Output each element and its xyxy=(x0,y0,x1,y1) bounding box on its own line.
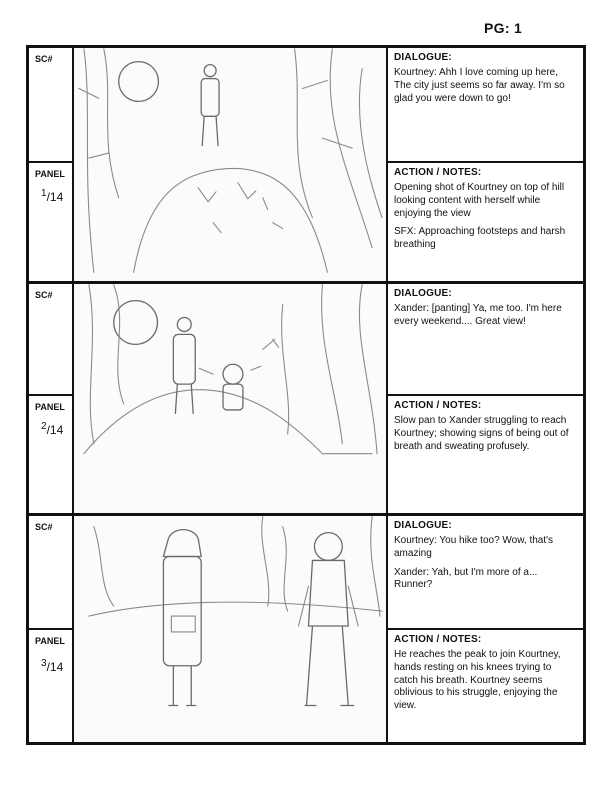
action-heading: ACTION / NOTES: xyxy=(394,634,482,645)
panel-count: $^3$/14 xyxy=(41,658,64,674)
panel-label: PANEL xyxy=(35,402,65,412)
action-line: Opening shot of Kourtney on top of hill looking content with herself while enjoying the view xyxy=(394,182,565,219)
dialogue-heading: DIALOGUE: xyxy=(394,52,452,63)
sketch-frame-2 xyxy=(74,284,388,513)
sketch-drawing-2 xyxy=(74,284,386,513)
dialogue-heading: DIALOGUE: xyxy=(394,520,452,531)
action-box-1 xyxy=(388,161,583,281)
action-heading: ACTION / NOTES: xyxy=(394,167,482,178)
storyboard-row-3 xyxy=(29,516,583,742)
notes-column-3 xyxy=(388,516,583,742)
row-labels xyxy=(29,284,74,513)
panel-label: PANEL xyxy=(35,636,65,646)
scene-label: SC# xyxy=(35,522,53,532)
scene-label: SC# xyxy=(35,54,53,64)
action-line: He reaches the peak to join Kourtney, hands resting on his knees trying to catch his breath. Kourtney seems oblivious to his struggle, enjoying the view. xyxy=(394,649,561,712)
sketch-drawing-3 xyxy=(74,516,386,742)
dialogue-box-3 xyxy=(388,516,583,628)
dialogue-line: Kourtney: You hike too? Wow, that's amazing xyxy=(394,535,554,559)
dialogue-line: Kourtney: Ahh I love coming up here, The city just seems so far away. I'm so glad you were down to go! xyxy=(394,67,565,104)
storyboard-sheet xyxy=(26,45,586,745)
label-divider xyxy=(29,394,74,396)
storyboard-row-2 xyxy=(29,284,583,513)
storyboard-row-1 xyxy=(29,48,583,281)
page-number: PG: 1 xyxy=(484,20,523,36)
dialogue-line: Xander: Yah, but I'm more of a... Runner? xyxy=(394,566,538,591)
action-box-2 xyxy=(388,394,583,513)
dialogue-box-2 xyxy=(388,284,583,394)
dialogue-line: Xander: [panting] Ya, me too. I'm here every weekend.... Great view! xyxy=(394,303,562,327)
action-line: Slow pan to Xander struggling to reach Kourtney; showing signs of being out of breath and sweating profusely. xyxy=(394,415,569,452)
scene-label: SC# xyxy=(35,290,53,300)
label-divider xyxy=(29,161,74,163)
panel-label: PANEL xyxy=(35,169,65,179)
label-divider xyxy=(29,628,74,630)
action-line: SFX: Approaching footsteps and harsh breathing xyxy=(394,226,566,251)
row-labels xyxy=(29,48,74,281)
sketch-frame-1 xyxy=(74,48,388,281)
notes-column-2 xyxy=(388,284,583,513)
dialogue-box-1 xyxy=(388,48,583,161)
panel-count: $^1$/14 xyxy=(41,188,64,204)
row-labels xyxy=(29,516,74,742)
sketch-drawing-1 xyxy=(74,48,386,281)
sketch-frame-3 xyxy=(74,516,388,742)
notes-column-1 xyxy=(388,48,583,281)
dialogue-heading: DIALOGUE: xyxy=(394,288,452,299)
action-box-3 xyxy=(388,628,583,742)
action-heading: ACTION / NOTES: xyxy=(394,400,482,411)
panel-count: $^2$/14 xyxy=(41,421,64,437)
